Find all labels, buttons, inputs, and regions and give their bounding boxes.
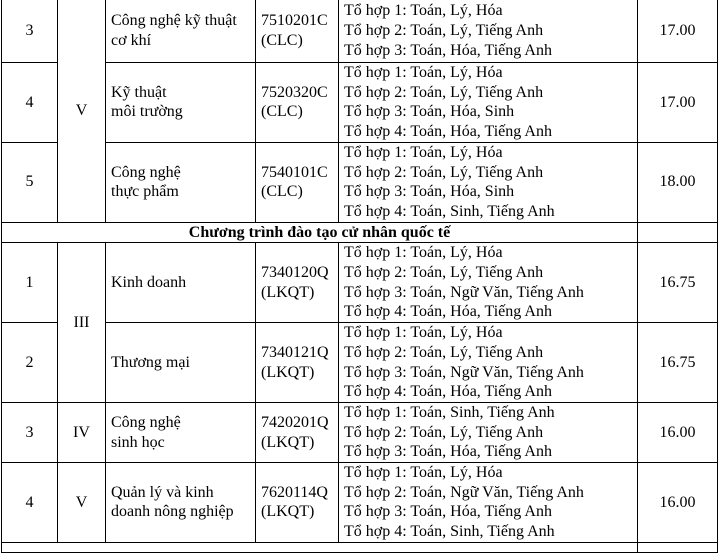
row-number: 1 [2,243,58,323]
subject-combinations-line: Tổ hợp 4: Toán, Hóa, Tiếng Anh [344,123,552,141]
program-name [106,463,256,543]
program-code [256,0,339,63]
cutoff-score: 16.00 [638,463,718,543]
program-name-line: Quản lý và kinh [111,483,214,501]
cutoff-score: 16.75 [638,243,718,323]
row-number: 4 [2,463,58,543]
program-code [256,142,339,222]
cutoff-score: 18.00 [638,142,718,222]
program-code-line: (LKQT) [261,433,315,451]
table-row [2,243,718,323]
subject-combinations-line: Tổ hợp 2: Toán, Lý, Tiếng Anh [344,423,544,441]
program-code [256,63,339,143]
program-code [256,323,339,403]
program-code-line: 7340121Q [261,343,329,361]
program-name-line: Kinh doanh [111,273,187,291]
subject-combinations-line: Tổ hợp 1: Toán, Lý, Hóa [344,244,503,262]
program-code-line: (CLC) [261,32,303,49]
subject-combinations [339,323,638,403]
table-row [2,402,718,462]
program-code-line: (CLC) [261,183,303,201]
program-name-line: môi trường [111,103,183,121]
subject-combinations-line: Tổ hợp 3: Toán, Hóa, Tiếng Anh [344,503,552,521]
cutoff-score: 17.00 [638,63,718,143]
subject-combinations-line: Tổ hợp 2: Toán, Lý, Tiếng Anh [344,343,544,361]
cutoff-score: 16.00 [638,402,718,462]
subject-combinations [339,402,638,462]
subject-combinations-line: Tổ hợp 2: Toán, Lý, Tiếng Anh [344,22,544,40]
subject-combinations-line: Tổ hợp 3: Toán, Hóa, Tiếng Anh [344,41,552,59]
table-row-partial [2,542,718,552]
program-code-line: 7540101C [261,163,328,181]
program-name-line: sinh học [111,433,165,451]
subject-combinations-line: Tổ hợp 2: Toán, Lý, Tiếng Anh [344,264,544,282]
group-cell: IV [58,402,106,462]
partial-cell [638,542,718,552]
subject-combinations [339,463,638,543]
subject-combinations-line: Tổ hợp 2: Toán, Ngữ Văn, Tiếng Anh [344,483,584,501]
program-code [256,243,339,323]
cutoff-score: 17.00 [638,0,718,63]
subject-combinations-line: Tổ hợp 2: Toán, Lý, Tiếng Anh [344,163,544,181]
program-name-line: Công nghệ [111,413,181,431]
section-heading-row [2,222,718,243]
program-name-line: Thương mại [111,353,190,371]
program-name [106,243,256,323]
program-name-line: doanh nông nghiệp [111,503,234,521]
subject-combinations [339,63,638,143]
subject-combinations-line: Tổ hợp 3: Toán, Ngữ Văn, Tiếng Anh [344,283,584,301]
subject-combinations [339,142,638,222]
program-code-line: (LKQT) [261,363,315,381]
subject-combinations-line: Tổ hợp 1: Toán, Lý, Hóa [344,64,503,81]
program-code-line: 7620114Q [261,483,328,501]
subject-combinations-line: Tổ hợp 4: Toán, Sinh, Tiếng Anh [344,202,555,220]
program-name [106,323,256,403]
table-row [2,0,718,63]
subject-combinations-line: Tổ hợp 4: Toán, Hóa, Tiếng Anh [344,383,552,401]
subject-combinations-line: Tổ hợp 1: Toán, Lý, Hóa [344,324,503,342]
group-cell: V [58,463,106,543]
table-row [2,323,718,403]
subject-combinations-line: Tổ hợp 3: Toán, Hóa, Tiếng Anh [344,443,552,461]
group-cell: III [58,243,106,403]
program-name-line: Công nghệ kỹ thuật [111,12,237,30]
group-cell: V [58,0,106,222]
section-heading: Chương trình đào tạo cử nhân quốc tế [2,222,638,243]
program-code-line: 7510201C [261,12,328,30]
program-code-line: 7340120Q [261,264,329,282]
program-code [256,463,339,543]
row-number: 2 [2,323,58,403]
table-row [2,63,718,143]
row-number: 3 [2,0,58,63]
program-code [256,402,339,462]
subject-combinations-line: Tổ hợp 3: Toán, Hóa, Sinh [344,103,515,121]
program-name-line: Công nghệ [111,163,181,181]
program-name [106,63,256,143]
table-row [2,142,718,222]
subject-combinations [339,0,638,63]
row-number: 5 [2,142,58,222]
subject-combinations-line: Tổ hợp 1: Toán, Lý, Hóa [344,143,503,161]
program-name-line: thực phẩm [111,183,179,201]
subject-combinations-line: Tổ hợp 2: Toán, Lý, Tiếng Anh [344,83,544,101]
section-heading-score-cell [638,222,718,243]
subject-combinations-line: Tổ hợp 4: Toán, Hóa, Tiếng Anh [344,303,552,321]
subject-combinations-line: Tổ hợp 3: Toán, Ngữ Văn, Tiếng Anh [344,363,584,381]
subject-combinations [339,243,638,323]
partial-cell [2,542,638,552]
program-name [106,0,256,63]
admission-score-table [1,0,718,553]
program-code-line: (CLC) [261,103,303,121]
program-name [106,142,256,222]
subject-combinations-line: Tổ hợp 1: Toán, Sinh, Tiếng Anh [344,403,555,421]
subject-combinations-line: Tổ hợp 3: Toán, Hóa, Sinh [344,183,515,201]
program-name-line: cơ khí [111,32,152,49]
row-number: 4 [2,63,58,143]
program-code-line: 7420201Q [261,413,329,431]
program-name-line: Kỹ thuật [111,83,167,101]
program-name [106,402,256,462]
program-code-line: 7520320C [261,83,328,101]
subject-combinations-line: Tổ hợp 1: Toán, Lý, Hóa [344,464,503,482]
program-code-line: (LKQT) [261,503,315,521]
subject-combinations-line: Tổ hợp 1: Toán, Lý, Hóa [344,2,503,20]
program-code-line: (LKQT) [261,283,315,301]
row-number: 3 [2,402,58,462]
table-row [2,463,718,543]
subject-combinations-line: Tổ hợp 4: Toán, Sinh, Tiếng Anh [344,523,555,541]
cutoff-score: 16.75 [638,323,718,403]
